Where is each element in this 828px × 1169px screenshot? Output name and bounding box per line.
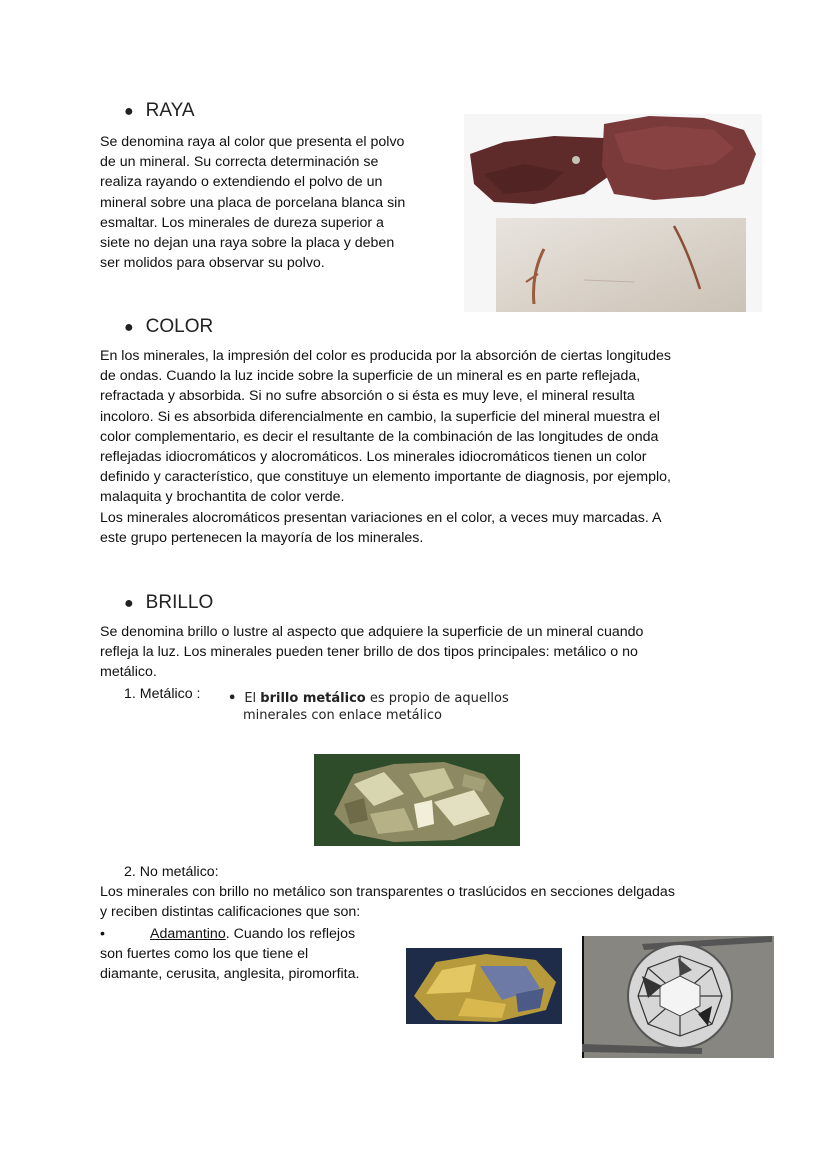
bullet-dot: ●	[124, 103, 134, 120]
metalico-callout: • El brillo metálico es propio de aquellos minerales con enlace metálico	[228, 691, 509, 723]
pyrite-photo	[314, 754, 520, 846]
section-heading-color: ● COLOR	[124, 316, 214, 337]
section-heading-raya: ● RAYA	[124, 100, 195, 121]
bullet-dot: ●	[124, 595, 134, 612]
streak-photo	[464, 114, 762, 312]
adamantino-paragraph: • Adamantino. Cuando los reflejos son fuertes como los que tiene el diamante, cerusita, anglesita, piromorfita.	[100, 926, 360, 983]
crystal-photo	[406, 948, 562, 1024]
bullet-dot: ●	[124, 319, 134, 336]
list-item-no-metalico: 2. No metálico:	[124, 864, 219, 880]
no-metalico-paragraph: Los minerales con brillo no metálico son transparentes o traslúcidos en secciones delgadas y reciben distintas calificaciones que son:	[100, 884, 675, 921]
list-item-metalico: 1. Metálico :	[124, 686, 201, 702]
adamantino-term: Adamantino	[150, 926, 226, 942]
raya-paragraph: Se denomina raya al color que presenta el polvo de un mineral. Su correcta determinación se realiza rayando o extendiendo el polvo de un mineral sobre una placa de porcelana blanca sin esmaltar. Los minerales de dureza superior a siete no dejan una raya sobre la placa y deben ser molidos para observar su polvo.	[100, 134, 406, 272]
adamantino-bullet: •	[100, 926, 105, 942]
diamond-photo	[582, 936, 774, 1058]
color-paragraph: En los minerales, la impresión del color es producida por la absorción de ciertas longitudes de ondas. Cuando la luz incide sobre la superficie de un mineral es en parte reflejada, refractada y absorbida. Si no sufre absorción o si ésta es muy leve, el mineral resulta incoloro. Si es absorbida diferencialmente en cambio, la superficie del mineral muestra el color complementario, es decir el resultante de la combinación de las longitudes de onda reflejadas idiocromáticos y alocromáticos. Los minerales idiocromáticos tienen un color definido y característico, que constituye un elemento importante de diagnosis, por ejemplo, malaquita y brochantita de color verde. Los minerales alocromáticos presentan variaciones en el color, a veces muy marcadas. A este grupo pertenecen la mayoría de los minerales.	[100, 348, 671, 546]
brillo-paragraph: Se denomina brillo o lustre al aspecto que adquiere la superficie de un mineral cuando refleja la luz. Los minerales pueden tener brillo de dos tipos principales: metálico o no metálico.	[100, 624, 644, 681]
callout-bullet: •	[228, 691, 237, 706]
section-heading-brillo: ● BRILLO	[124, 592, 214, 613]
